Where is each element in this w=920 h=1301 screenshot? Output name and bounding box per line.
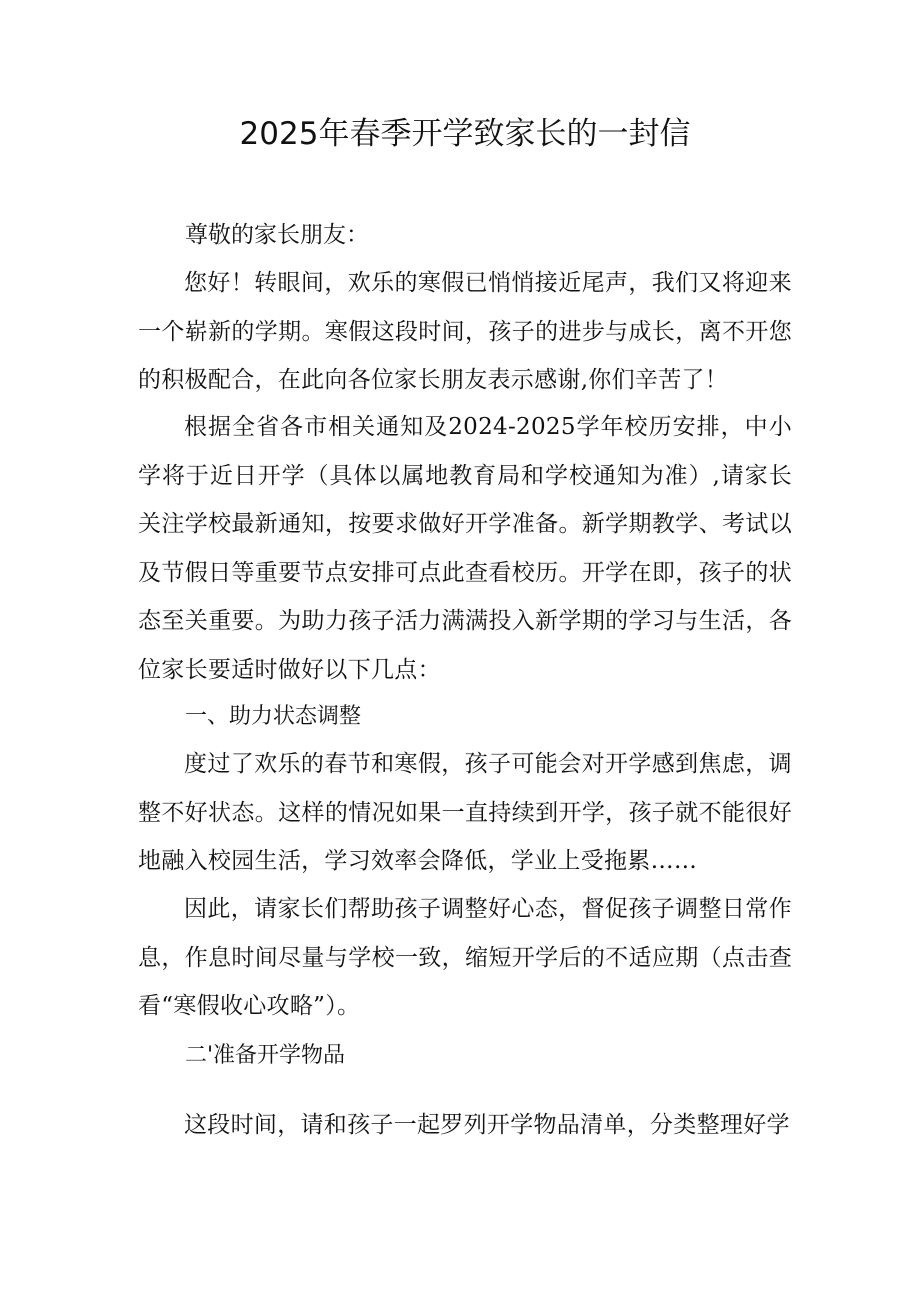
paragraph-state-adjustment: 度过了欢乐的春节和寒假，孩子可能会对开学感到焦虑，调整不好状态。这样的情况如果一直持续到开学，孩子就不能很好地融入校园生活，学习效率会降低，学业上受拖累…… (138, 751, 792, 874)
paragraph-routine-advice: 因此，请家长们帮助孩子调整好心态，督促孩子调整日常作息，作息时间尽量与学校一致，缩短开学后的不适应期（点击查看“寒假收心攻略”）。 (138, 896, 792, 1019)
section-heading-2: 二'准备开学物品 (185, 1043, 346, 1068)
paragraph-school-notice: 根据全省各市相关通知及2024-2025学年校历安排，中小学将于近日开学（具体以属地教育局和学校通知为准）,请家长关注学校最新通知，按要求做好开学准备。新学期教学、考试以及节假日等重要节点安排可点此查看校历。开学在即，孩子的状态至关重要。为助力孩子活力满满投入新学期的学习与生活，各位家长要适时做好以下几点： (138, 414, 792, 683)
paragraph-supplies: 这段时间，请和孩子一起罗列开学物品清单，分类整理好学 (184, 1112, 790, 1138)
document-title: 2025年春季开学致家长的一封信 (239, 116, 691, 152)
salutation: 尊敬的家长朋友： (185, 222, 369, 248)
paragraph-greeting: 您好！转眼间，欢乐的寒假已悄悄接近尾声，我们又将迎来一个崭新的学期。寒假这段时间，孩子的进步与成长，离不开您的积极配合，在此向各位家长朋友表示感谢,你们辛苦了！ (138, 270, 792, 393)
section-heading-1: 一、助力状态调整 (185, 704, 362, 729)
